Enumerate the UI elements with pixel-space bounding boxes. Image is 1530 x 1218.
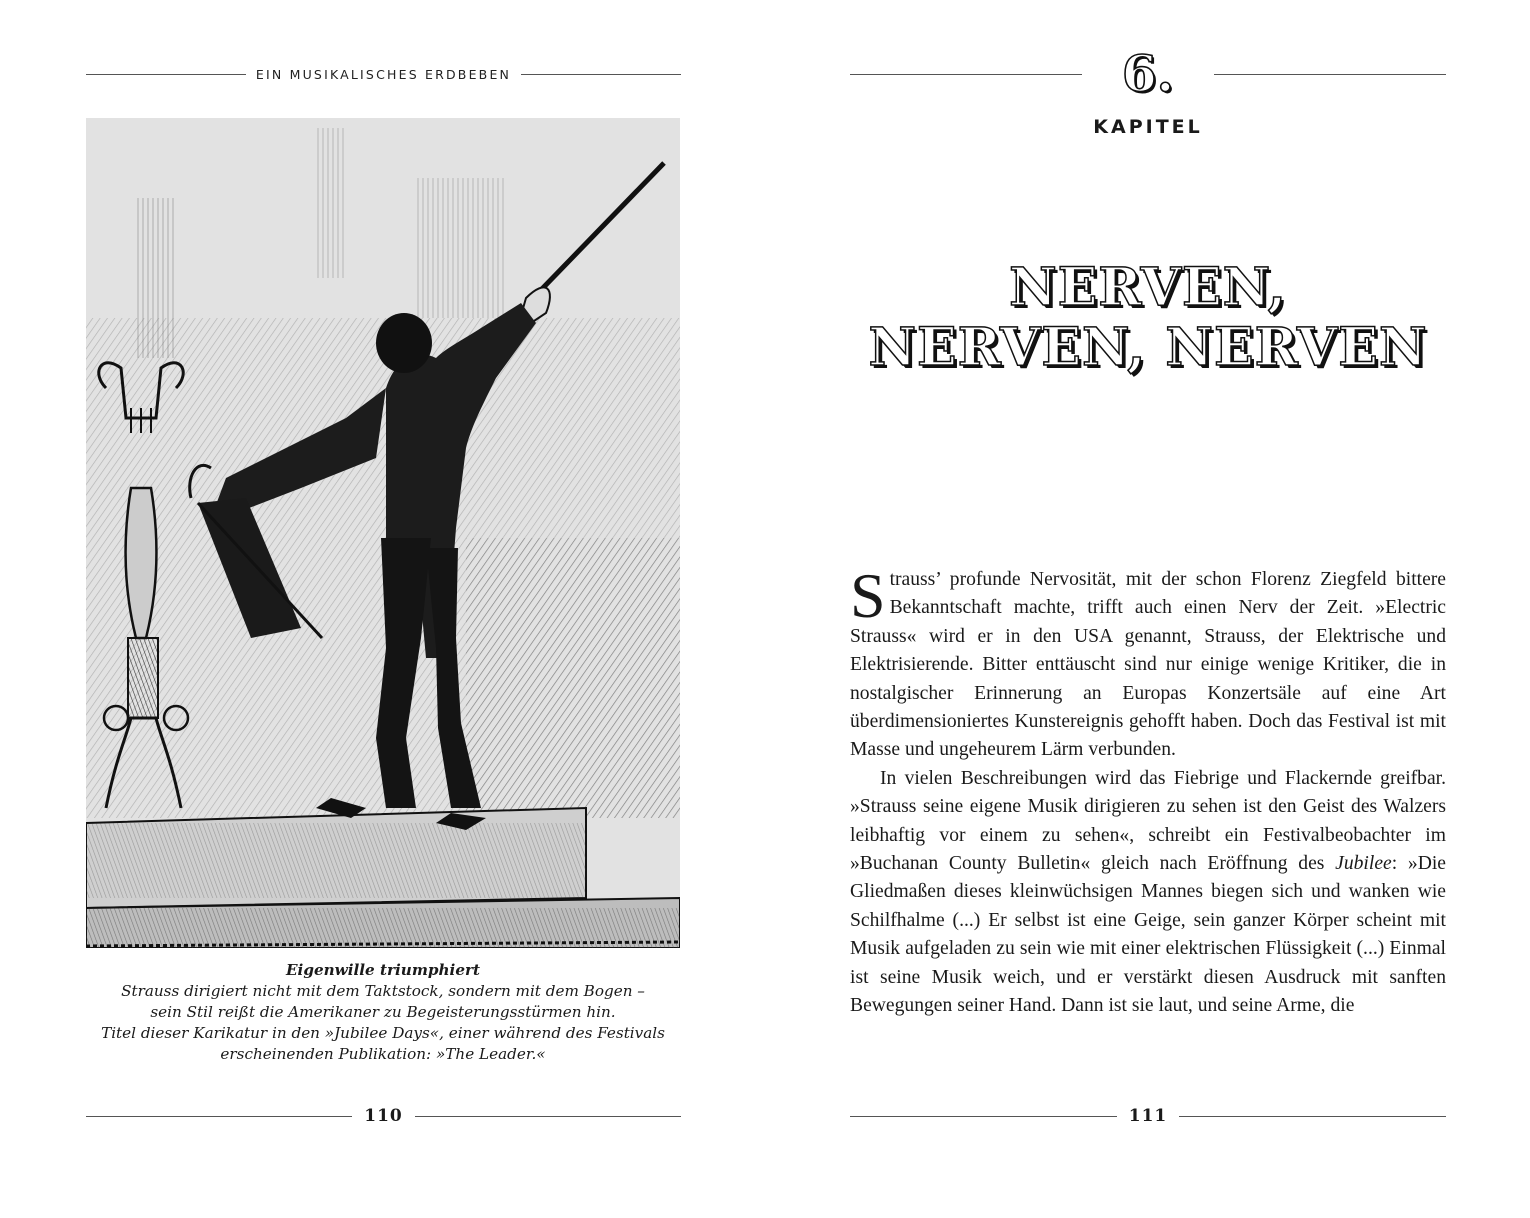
illustration-caption: [86, 960, 680, 1065]
paragraph-text: In vielen Beschreibungen wird das Fiebrige und Flackernde greifbar. »Strauss seine eigene Musik dirigieren zu sehen ist den Geist des Walzers leibhaftig vor einem zu sehen«, schreibt ein Festivalbeobachter im »Buchanan County Bulletin« gleich nach Eröffnung des: [850, 767, 1446, 875]
page-number: 110: [364, 1106, 403, 1126]
chapter-number-header: [850, 46, 1446, 102]
right-page: [765, 0, 1530, 1218]
paragraph-text: : »Die Gliedmaßen dieses kleinwüchsigen Mannes biegen sich und wanken wie Schilfhalme (...) Er selbst ist eine Geige, sein ganzer Körper scheint mit Musik aufgeladen zu sein wie mit einer elektrischen Flüssigkeit (...) Einmal ist seine Musik weich, und er verstärkt diesen Ausdruck mit sanften Bewegungen seiner Hand. Dann ist sie laut, und seine Arme, die: [850, 853, 1446, 1017]
header-rule-right: [521, 74, 681, 75]
page-number-footer: [86, 1104, 681, 1128]
header-rule-left: [86, 74, 246, 75]
footer-rule-left: [850, 1116, 1117, 1117]
paragraph-text: trauss’ profunde Nervosität, mit der schon Florenz Ziegfeld bittere Bekanntschaft machte, trifft auch einen Nerv der Zeit. »Electric Strauss« wird er in den USA genannt, Strauss, der Elektrische und Elektrisierende. Bitter enttäuscht sind nur einige wenige Kritiker, die in nostalgischer Erinnerung an Europas Konzertsäle auf eine Art überdimensioniertes Kunstereignis gehofft haben. Doch das Festival ist mit Masse und ungeheurem Lärm verbunden.: [850, 569, 1446, 761]
chapter-title-line: NERVEN,: [1009, 257, 1287, 318]
italic-title: Jubilee: [1335, 853, 1392, 875]
caption-line: erscheinenden Publikation: »The Leader.«: [220, 1045, 546, 1063]
caption-line: Titel dieser Karikatur in den »Jubilee Days«, einer während des Festivals: [101, 1024, 665, 1042]
chapter-label: KAPITEL: [1093, 116, 1203, 138]
footer-rule-right: [1179, 1116, 1446, 1117]
running-header-text: EIN MUSIKALISCHES ERDBEBEN: [255, 66, 512, 82]
caption-line: Strauss dirigiert nicht mit dem Taktstock, sondern mit dem Bogen –: [121, 982, 645, 1000]
footer-rule-left: [86, 1116, 352, 1117]
caption-line: sein Stil reißt die Amerikaner zu Begeisterungsstürmen hin.: [150, 1003, 616, 1021]
paragraph: [850, 765, 1446, 1021]
running-header: [86, 64, 681, 84]
footer-rule-right: [415, 1116, 681, 1117]
drop-cap: S: [850, 560, 886, 631]
chapter-rule-right: [1214, 74, 1446, 75]
chapter-title-line: NERVEN, NERVEN: [868, 317, 1428, 378]
chapter-number: 6.: [1121, 44, 1175, 103]
page-number: 111: [1128, 1106, 1168, 1126]
caption-title: Eigenwille triumphiert: [285, 961, 480, 979]
chapter-rule-left: [850, 74, 1082, 75]
paragraph: [850, 560, 1446, 765]
body-text: [850, 560, 1446, 1021]
conductor-illustration: [86, 118, 680, 948]
chapter-title: [850, 258, 1446, 378]
page-number-footer: [850, 1104, 1446, 1128]
